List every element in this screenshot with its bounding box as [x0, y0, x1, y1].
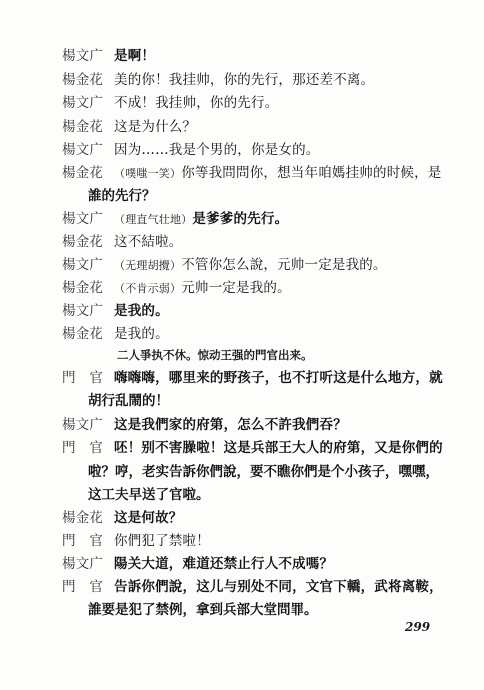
- speech-text: 因为……我是个男的，你是女的。: [114, 142, 320, 158]
- stage-direction-inline: （理直气壮地）: [114, 213, 193, 226]
- speech-text: 是爹爹的先行。: [192, 211, 289, 227]
- speaker-name: 楊金花: [62, 72, 104, 88]
- stage-direction-inline: （不肯示弱）: [114, 282, 182, 295]
- speaker-name: 楊金花: [62, 510, 104, 526]
- dialogue-line: [62, 303, 169, 319]
- dialogue-line: [62, 326, 169, 342]
- dialogue-line: [62, 119, 196, 135]
- speaker-name: 楊文广: [62, 48, 104, 64]
- speech-text: 呸！别不害臊啦！这是兵部王大人的府第，又是你們的: [114, 440, 443, 456]
- dialogue-line: [62, 510, 183, 526]
- speaker-name: 楊金花: [62, 280, 104, 296]
- dialogue-line: [62, 142, 320, 158]
- speaker-name: 楊文广: [62, 303, 104, 319]
- speech-text: 你們犯了禁啦！: [114, 533, 210, 549]
- speaker-name: 楊文广: [62, 211, 104, 227]
- dialogue-line: [62, 440, 443, 456]
- speech-text: 告訴你們說，这儿与别处不同，文官下轎，武将离鞍，: [114, 579, 443, 595]
- speech-text: 是我的。: [114, 303, 169, 319]
- dialogue-line: [62, 417, 347, 433]
- speech-continuation: 胡行乱鬧的！: [88, 393, 169, 409]
- speech-text: 嗨嗨嗨，哪里来的野孩子，也不打听这是什么地方，就: [114, 370, 443, 386]
- speech-text: 不管你怎么說，元帅一定是我的。: [181, 257, 387, 273]
- dialogue-line: [62, 72, 374, 88]
- speech-text: 这是我們家的府第，怎么不許我們吞？: [114, 417, 347, 433]
- dialogue-line: [62, 257, 387, 274]
- dialogue-line: [62, 95, 278, 111]
- speech-text: 这不結啦。: [114, 234, 183, 250]
- stage-direction-inline: （噗嗤一笑）: [114, 167, 182, 180]
- speaker-name: 門 官: [62, 579, 104, 595]
- speaker-name: 楊金花: [62, 165, 104, 181]
- speech-continuation: 誰要是犯了禁例，拿到兵部大堂問罪。: [88, 602, 318, 618]
- speech-continuation: 誰的先行？: [88, 188, 156, 204]
- speech-text: 你等我問問你，想当年咱媽挂帅的时候，是: [181, 165, 442, 181]
- dialogue-line: [62, 234, 183, 250]
- dialogue-line: [62, 556, 333, 572]
- speech-text: 是我的。: [114, 326, 169, 342]
- speech-text: 陽关大道，难道还禁止行人不成嗎？: [114, 556, 334, 572]
- speech-continuation: 啦？哼，老实告訴你們說，要不瞧你們是个小孩子，嘿嘿，: [88, 464, 439, 480]
- speaker-name: 楊文广: [62, 142, 104, 158]
- speaker-name: 楊金花: [62, 326, 104, 342]
- speaker-name: 楊文广: [62, 556, 104, 572]
- stage-direction: 二人爭执不休。惊动王强的門官出来。: [117, 348, 313, 362]
- dialogue-line: [62, 370, 443, 386]
- speech-text: 这是为什么？: [114, 119, 197, 135]
- speech-text: 这是何故？: [114, 510, 183, 526]
- dialogue-line: [62, 579, 443, 595]
- page-number: 299: [405, 620, 431, 634]
- speaker-name: 門 官: [62, 370, 104, 386]
- speaker-name: 門 官: [62, 533, 104, 549]
- speech-text: 不成！我挂帅，你的先行。: [114, 95, 279, 111]
- dialogue-line: [62, 165, 442, 182]
- speaker-name: 楊金花: [62, 119, 104, 135]
- speech-text: 是啊！: [114, 48, 156, 64]
- speech-text: 美的你！我挂帅，你的先行，那还差不离。: [114, 72, 375, 88]
- speaker-name: 楊文广: [62, 417, 104, 433]
- stage-direction-inline: （无理胡攪）: [114, 259, 182, 272]
- dialogue-line: [62, 533, 210, 549]
- speech-text: 元帅一定是我的。: [181, 280, 291, 296]
- speaker-name: 楊金花: [62, 234, 104, 250]
- dialogue-line: [62, 48, 155, 64]
- speaker-name: 楊文广: [62, 257, 104, 273]
- dialogue-line: [62, 280, 291, 297]
- speech-continuation: 这工夫早送了官啦。: [88, 487, 210, 503]
- dialogue-line: [62, 211, 288, 228]
- speaker-name: 楊文广: [62, 95, 104, 111]
- speaker-name: 門 官: [62, 440, 104, 456]
